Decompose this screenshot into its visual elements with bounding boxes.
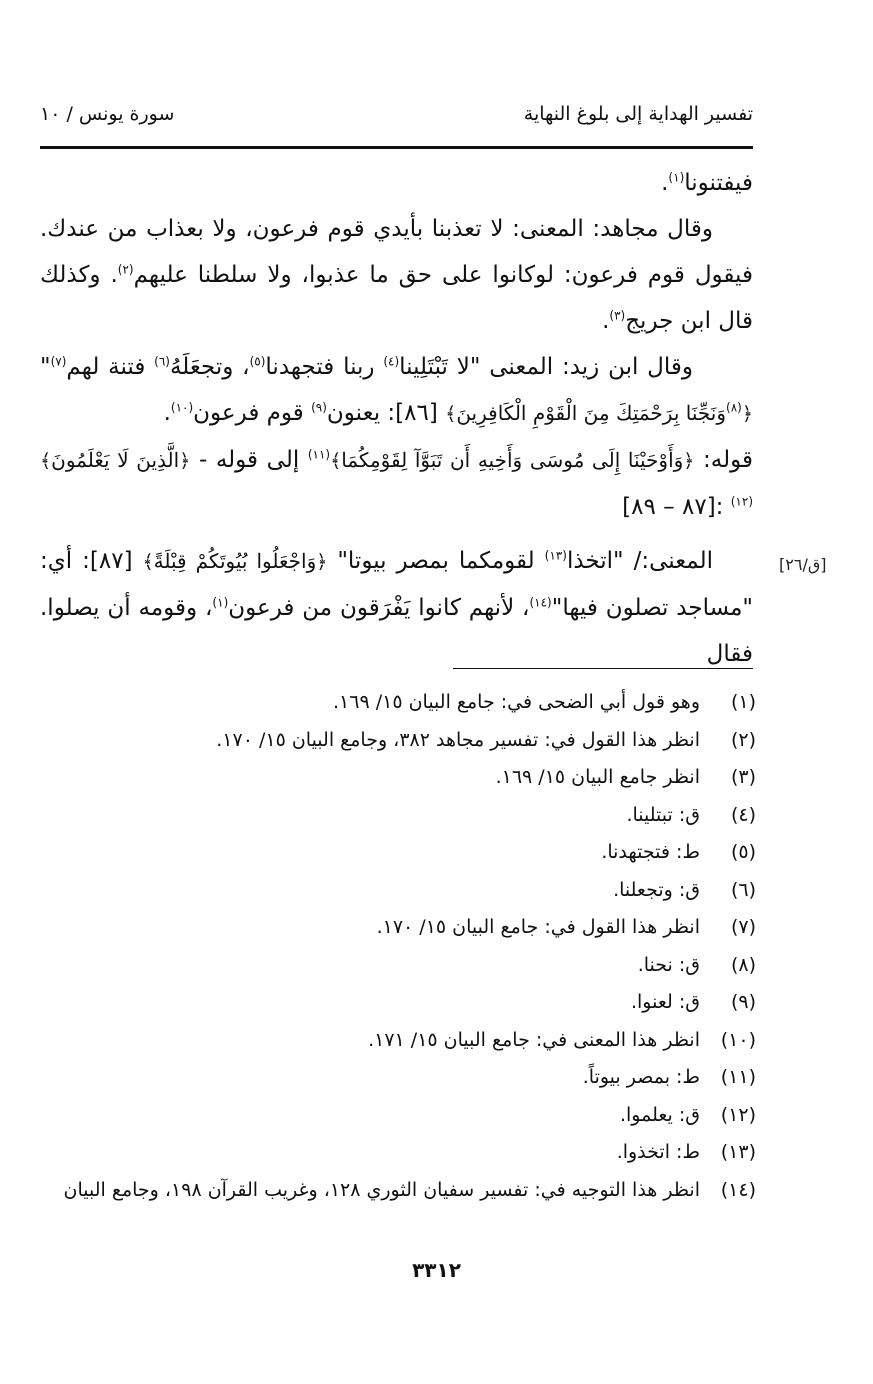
text-run: :[٨٧ – ٨٩] <box>622 494 731 520</box>
text-run: فتنة لهم <box>66 354 155 380</box>
footnote-marker: (٦) <box>154 354 170 369</box>
footnote-marker: (٣) <box>609 308 626 323</box>
book-title: تفسير الهداية إلى بلوغ النهاية <box>523 103 753 125</box>
footnote-marker: (١٠) <box>170 400 194 415</box>
footnote-text: ط: بمصر بيوتاً. <box>582 1066 700 1088</box>
paragraph-mujahid: وقال مجاهد: المعنى: لا تعذبنا بأيدي قوم فرعون، ولا بعذاب من عندك. فيقول قوم فرعون: لوكانوا على حق ما عذبوا، ولا سلطنا عليهم$^{(٢)}$. وكذلك قال ابن جريج$^{(٣)}$. <box>40 216 753 334</box>
text-run: المعنى:/ "اتخذا <box>566 548 713 574</box>
footnote-number: (٩) <box>730 991 756 1013</box>
quran-bracket-open: ﴿ <box>683 450 695 472</box>
footnote-item <box>40 759 756 797</box>
quran-bracket-close: ﴾ <box>142 551 154 573</box>
paragraph-verse-heading <box>40 437 753 530</box>
footnote-item <box>40 797 756 835</box>
footnote-item <box>40 684 756 722</box>
footnote-item <box>40 1172 756 1210</box>
page-number: ٣٣١٢ <box>412 1258 461 1282</box>
footnote-text: ق: نحنا. <box>637 953 700 976</box>
text-run: وقال ابن زيد: المعنى "لا تَبْتَلِينا <box>399 354 693 380</box>
footnote-marker: (٢) <box>117 262 134 277</box>
footnote-marker: (١) <box>212 595 229 610</box>
text-run: ربنا فتجهدنا <box>265 354 384 380</box>
footnote-number: (١٢) <box>720 1103 756 1126</box>
footnote-text: ق: تبتلينا. <box>626 803 700 826</box>
text-run: [٨٧]: أي: "مساجد تصلون فيها" <box>40 548 753 621</box>
footnote-item <box>40 834 756 872</box>
text-run: ، وقومه أن يصلوا. فقال <box>40 595 753 667</box>
text-run: ، لأنهم كانوا يَفْرَقون من فرعون <box>228 595 530 621</box>
footnote-number: (٨) <box>730 953 756 976</box>
footnote-number: (١١) <box>720 1066 756 1088</box>
quran-bracket-close: ﴾ <box>40 450 52 472</box>
footnote-text: ق: يعلموا. <box>619 1103 700 1126</box>
footnote-item <box>40 1059 756 1097</box>
quran-verse: وَأَوْحَيْنَا إِلَى مُوسَى وَأَخِيهِ أَن تَبَوَّآ لِقَوْمِكُمَا <box>341 448 684 472</box>
footnote-number: (١٤) <box>720 1178 756 1201</box>
text-run: ، وتجعَلَهُ <box>169 354 250 380</box>
footnote-item <box>40 1022 756 1060</box>
footnote-marker: (١٤) <box>529 595 552 610</box>
footnote-marker: (٥) <box>249 354 266 369</box>
text-run: [٨٦]: يعنون <box>326 400 446 426</box>
footnote-item <box>40 1097 756 1135</box>
footnote-text: انظر هذا المعنى في: جامع البيان ١٥/ ١٧١. <box>368 1028 700 1051</box>
footnote-marker: (١٢) <box>730 494 753 509</box>
text-run: " <box>40 354 51 380</box>
footnote-item <box>40 909 756 947</box>
footnote-number: (١) <box>730 691 756 713</box>
footnote-separator <box>453 668 753 669</box>
footnote-item <box>40 722 756 760</box>
footnote-marker: (٩) <box>311 400 327 415</box>
footnote-number: (٥) <box>730 841 756 863</box>
paragraph-meaning <box>40 538 753 677</box>
footnote-text: وهو قول أبي الضحى في: جامع البيان ١٥/ ١٦٩. <box>332 691 700 713</box>
footnote-text: انظر هذا التوجيه في: تفسير سفيان الثوري ١٢٨، وغريب القرآن ١٩٨، وجامع البيان <box>63 1178 700 1201</box>
text-run: قوله: <box>694 447 753 473</box>
text-run: قوم فرعون <box>193 400 312 426</box>
footnote-item <box>40 947 756 985</box>
quran-bracket-open: ﴿ <box>741 403 753 425</box>
quran-verse: وَنَجِّنَا بِرَحْمَتِكَ مِنَ الْقَوْمِ الْكَافِرِينَ <box>456 401 727 425</box>
quran-verse: وَاجْعَلُوا بُيُوتَكُمْ قِبْلَةً <box>153 549 317 573</box>
text-run: وقال مجاهد: المعنى: لا تعذبنا بأيدي قوم فرعون، ولا بعذاب من عندك. فيقول قوم فرعون: لوكانوا على حق ما عذبوا، ولا سلطنا عليهم <box>40 216 753 288</box>
quran-bracket-open: ﴿ <box>316 551 328 573</box>
footnote-text: انظر جامع البيان ١٥/ ١٦٩. <box>495 766 700 788</box>
footnote-text: ط: اتخذوا. <box>616 1141 700 1163</box>
quran-bracket-open: ﴿ <box>179 450 191 472</box>
footnote-item <box>40 984 756 1022</box>
text-run: إلى قوله - <box>190 447 308 473</box>
running-header <box>40 103 753 143</box>
text-run: لقومكما بمصر بيوتا" <box>327 548 545 574</box>
footnote-item <box>40 1134 756 1172</box>
footnote-marker: (٨) <box>726 400 742 415</box>
manuscript-folio-note: [ق/٢٦] <box>779 555 827 574</box>
header-rule <box>40 146 753 149</box>
footnote-marker: (١٣) <box>544 548 567 563</box>
quran-bracket-close: ﴾ <box>330 450 342 472</box>
footnote-marker: (٤) <box>383 354 400 369</box>
footnote-number: (٦) <box>730 878 756 901</box>
text-run: . وكذلك قال ابن جريج <box>40 262 753 334</box>
footnote-number: (٤) <box>730 803 756 826</box>
main-text <box>40 160 753 677</box>
footnote-number: (٣) <box>730 766 756 788</box>
footnote-marker: (١١) <box>307 447 331 462</box>
footnote-text: ق: لعنوا. <box>630 991 700 1013</box>
text-run: فيفتنونا <box>684 170 753 196</box>
surah-label: سورة يونس / ١٠ <box>40 103 175 125</box>
footnote-text: انظر هذا القول في: جامع البيان ١٥/ ١٧٠. <box>376 916 700 938</box>
footnote-number: (٢) <box>730 728 756 751</box>
footnote-marker: (١) <box>668 170 685 185</box>
paragraph-ibn-zayd: وقال ابن زيد: المعنى "لا تَبْتَلِينا$^{(٤)}$ ربنا فتجهدنا$^{(٥)}$، وتجعَلَهُ$^{(٦)}$ فتنة لهم$^{(٧)}$" ﴿$^{(٨)}$وَنَجِّنَا بِرَحْمَتِكَ مِنَ الْقَوْمِ الْكَافِرِينَ﴾ [٨٦]: يعنون$^{(٩)}$ قوم فرعون$^{(١٠)}$. <box>40 354 753 426</box>
paragraph-line: فيفتنونا$^{(١)}$. <box>661 170 753 196</box>
footnote-marker: (٧) <box>50 354 67 369</box>
quran-verse: الَّذِينَ لَا يَعْلَمُونَ <box>51 448 180 472</box>
footnote-number: (١٠) <box>720 1028 756 1051</box>
footnotes-list <box>40 684 756 1209</box>
quran-bracket-close: ﴾ <box>445 403 457 425</box>
footnote-number: (٧) <box>730 916 756 938</box>
footnote-item <box>40 872 756 910</box>
footnote-number: (١٣) <box>720 1141 756 1163</box>
footnote-text: انظر هذا القول في: تفسير مجاهد ٣٨٢، وجامع البيان ١٥/ ١٧٠. <box>216 728 700 751</box>
footnote-text: ط: فتجتهدنا. <box>601 841 700 863</box>
footnote-text: ق: وتجعلنا. <box>613 878 700 901</box>
